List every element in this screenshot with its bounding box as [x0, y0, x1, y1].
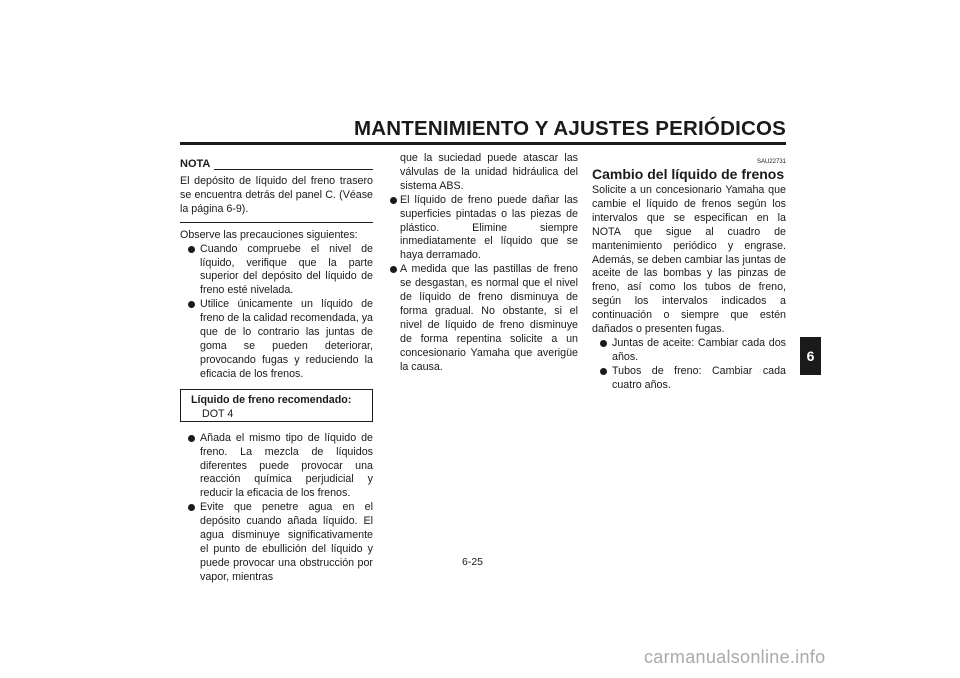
list-item-continuation [390, 152, 578, 194]
spec-value: DOT 4 [202, 407, 234, 420]
interval-list [592, 337, 786, 393]
list-item [180, 432, 373, 502]
precautions-intro: Observe las precauciones siguientes: [180, 228, 358, 241]
bullet-icon [188, 246, 195, 253]
list-item-text: Cuando compruebe el nivel de líquido, verifique que la parte superior del depósito del líquido de freno esté nivelada. [200, 242, 373, 297]
list-item-text: Añada el mismo tipo de líquido de freno. La mezcla de líquidos diferentes puede provocar una reacción química perjudicial y reducir la eficacia de los frenos. [200, 431, 373, 500]
bullet-icon [188, 504, 195, 511]
spec-box [180, 389, 373, 422]
chapter-tab: 6 [800, 337, 821, 375]
bullet-icon [600, 368, 607, 375]
column-1 [180, 158, 373, 585]
precautions-list-b [180, 432, 373, 585]
note-end-rule [180, 222, 373, 223]
header-rule [180, 142, 786, 145]
section-title: Cambio del líquido de frenos [592, 166, 785, 182]
bullet-icon [390, 266, 397, 273]
precautions-list-a [180, 243, 373, 382]
list-item [180, 243, 373, 299]
list-item-text: Juntas de aceite: Cambiar cada dos años. [612, 336, 786, 363]
column-3 [592, 158, 786, 393]
page-number: 6-25 [462, 556, 484, 568]
list-item [390, 194, 578, 264]
list-item [180, 501, 373, 584]
spec-label: Líquido de freno recomendado: [191, 393, 352, 406]
list-item-text: Tubos de freno: Cambiar cada cuatro años. [612, 364, 786, 391]
continuation-text: que la suciedad puede atascar las válvulas de la unidad hidráulica del sistema ABS. [400, 152, 578, 192]
note-title: NOTA [180, 158, 211, 171]
note-text: El depósito de líquido del freno trasero se encuentra detrás del panel C. (Véase la página 6-9). [180, 175, 373, 215]
bullet-icon [390, 197, 397, 204]
list-item [592, 337, 786, 365]
page-title: MANTENIMIENTO Y AJUSTES PERIÓDICOS [353, 117, 786, 140]
bullet-icon [600, 340, 607, 347]
bullet-icon [188, 435, 195, 442]
list-item-text: Utilice únicamente un líquido de freno de la calidad recomendada, ya que de lo contrario las juntas de goma se pueden deteriorar, provocando fugas y reduciendo la eficacia de los frenos. [200, 298, 373, 380]
bullet-icon [188, 301, 195, 308]
note-header [180, 158, 373, 172]
watermark: carmanualsonline.info [644, 647, 826, 667]
reference-code: SAU22731 [756, 159, 786, 165]
list-item [592, 365, 786, 393]
column-2 [390, 152, 578, 375]
continuation-list [390, 152, 578, 375]
list-item [180, 298, 373, 381]
list-item [390, 263, 578, 374]
list-item-text: El líquido de freno puede dañar las superficies pintadas o las piezas de plástico. Elimine siempre inmediatamente el líquido que se haya derramado. [400, 193, 578, 262]
note-rule [214, 169, 373, 170]
list-item-text: A medida que las pastillas de freno se desgastan, es normal que el nivel de líquido de freno disminuya de forma gradual. No obstante, si el nivel de líquido de freno disminuye de forma repentina solicite a un concesionario Yamaha que averigüe la causa. [400, 263, 578, 373]
section-text: Solicite a un concesionario Yamaha que cambie el líquido de frenos según los intervalos que se especifican en la NOTA que sigue al cuadro de mantenimiento periódico y engrase. Además, se deben cambiar las juntas de aceite de las bombas y las pinzas de freno, así como los tubos de freno, según los intervalos indicados a continuación o siempre que estén dañados o presenten fugas. [592, 184, 786, 336]
list-item-text: Evite que penetre agua en el depósito cuando añada líquido. El agua disminuye significativamente el punto de ebullición del líquido y puede provocar una obstrucción por vapor, mientras [200, 501, 373, 583]
